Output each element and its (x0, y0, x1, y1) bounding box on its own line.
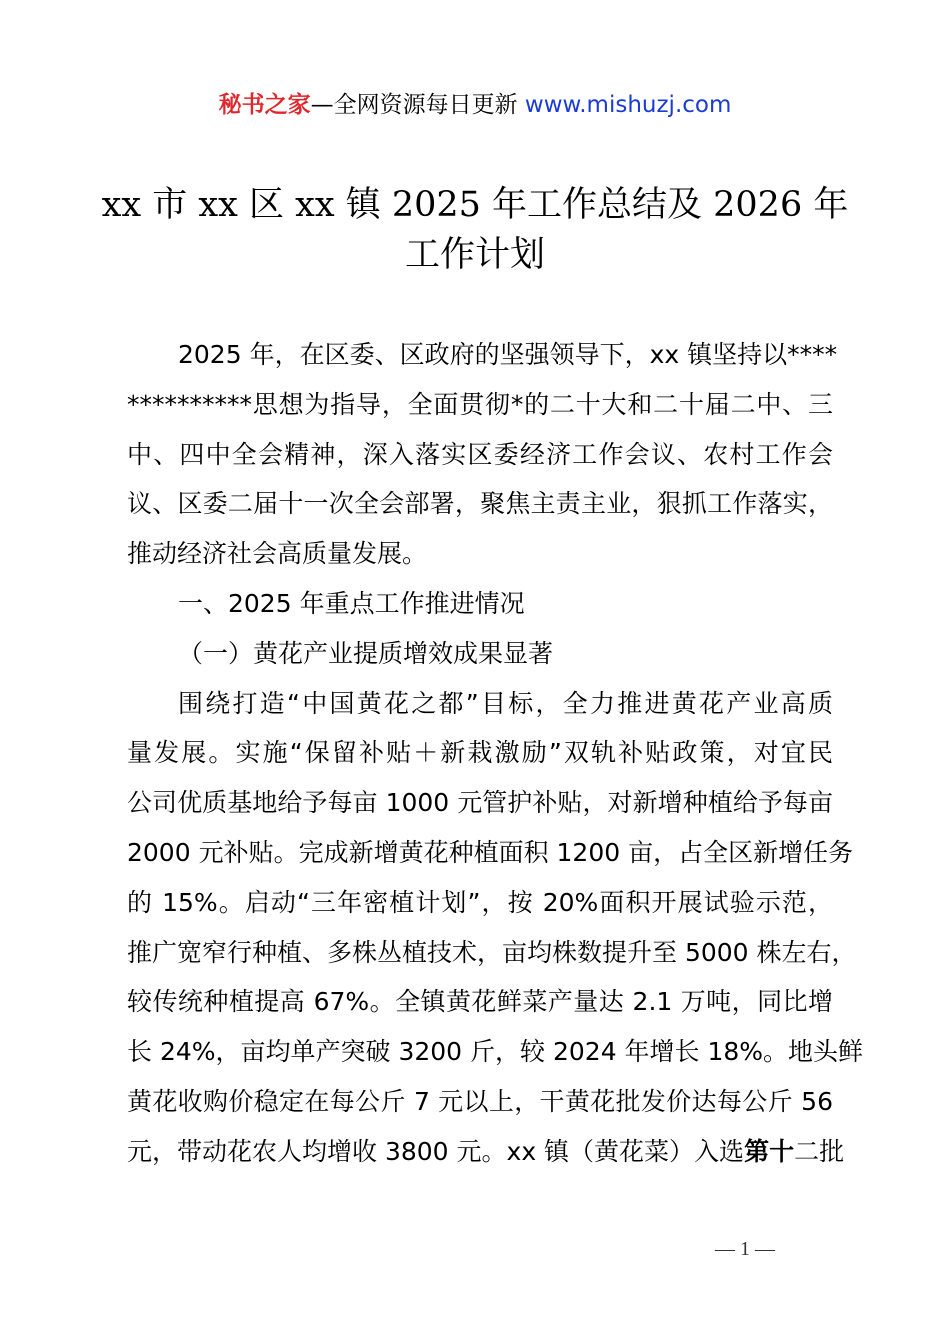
document-title (0, 180, 950, 280)
text-segment: 二批 (794, 1136, 845, 1166)
text-line: 推广宽窄行种植、多株丛植技术，亩均株数提升至 5000 株左右， (127, 937, 857, 967)
text-line: 公司优质基地给予每亩 1000 元管护补贴，对新增种植给予每亩 (127, 788, 833, 818)
header-url-link[interactable]: www.mishuzj.com (524, 92, 732, 118)
document-body (127, 330, 864, 1177)
text-line: 较传统种植提高 67%。全镇黄花鲜菜产量达 2.1 万吨，同比增 (127, 987, 833, 1017)
title-line-1: xx 市 xx 区 xx 镇 2025 年工作总结及 2026 年 (101, 185, 849, 225)
site-header (0, 88, 950, 122)
text-line: 黄花收购价稳定在每公斤 7 元以上，干黄花批发价达每公斤 56 (127, 1086, 833, 1116)
title-line-2: 工作计划 (404, 235, 545, 275)
text-line: 2025 年，在区委、区政府的坚强领导下，xx 镇坚持以**** (178, 340, 838, 369)
subsection-heading: （一）黄花产业提质增效成果显著 (178, 638, 554, 668)
text-line: 围绕打造“中国黄花之都”目标，全力推进黄花产业高质 (178, 688, 833, 718)
brand-name: 秘书之家 (218, 92, 311, 118)
text-line: 2000 元补贴。完成新增黄花种植面积 1200 亩，占全区新增任务 (127, 837, 854, 867)
text-line: 的 15%。启动“三年密植计划”，按 20%面积开展试验示范， (127, 887, 833, 917)
text-line: 推动经济社会高质量发展。 (127, 539, 428, 569)
text-line: **********思想为指导，全面贯彻*的二十大和二十届二中、三 (127, 389, 833, 419)
text-line: 中、四中全会精神，深入落实区委经济工作会议、农村工作会 (127, 439, 833, 469)
text-line: 议、区委二届十一次全会部署，聚焦主责主业，狠抓工作落实， (127, 489, 833, 519)
text-segment: 元，带动花农人均增收 3800 元。xx 镇（黄花菜）入选 (127, 1136, 745, 1166)
page-number: — 1 — (715, 1238, 775, 1260)
text-line: 长 24%，亩均单产突破 3200 斤，较 2024 年增长 18%。地头鲜 (127, 1037, 864, 1067)
section-heading: 一、2025 年重点工作推进情况 (178, 588, 525, 618)
header-slogan: —全网资源每日更新 (310, 92, 525, 118)
text-line: 量发展。实施“保留补贴＋新栽激励”双轨补贴政策，对宜民 (127, 738, 833, 768)
bold-text-segment: 第十 (744, 1136, 795, 1166)
text-line (127, 1127, 845, 1177)
